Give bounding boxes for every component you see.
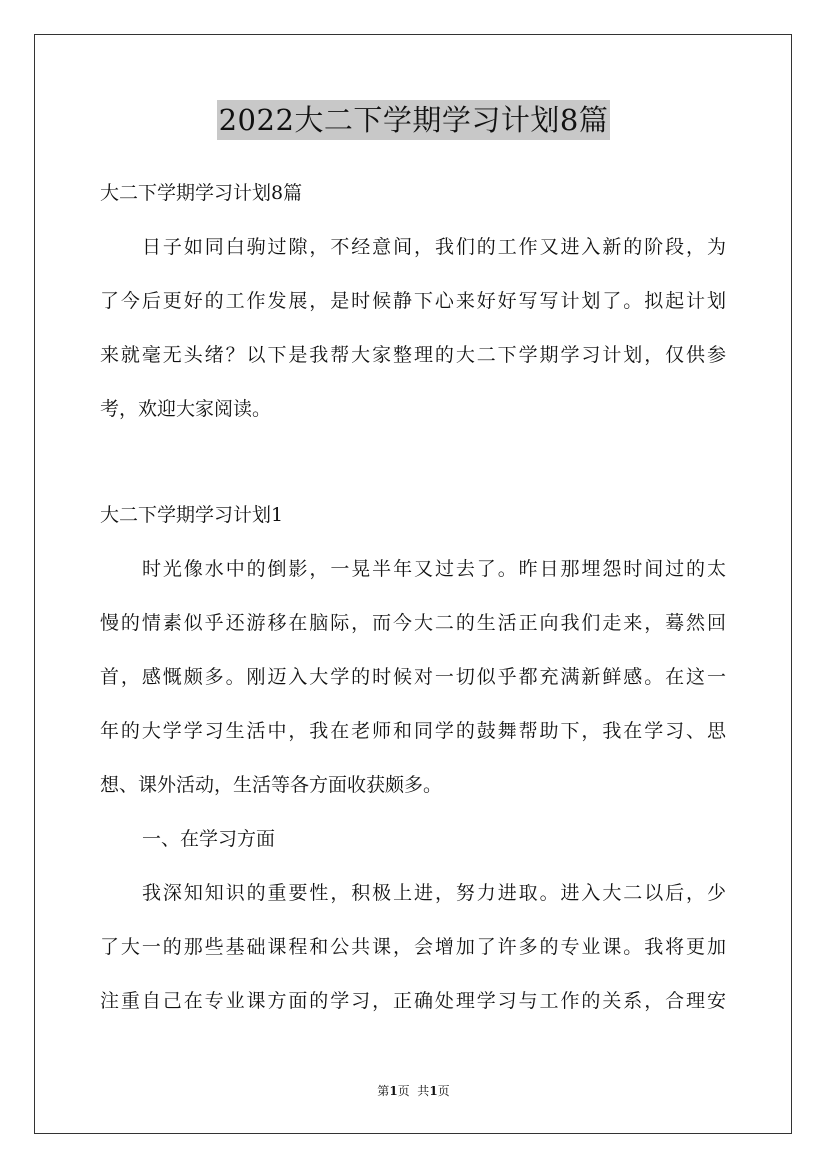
subheading-line: 一、在学习方面 xyxy=(142,828,276,850)
page-footer xyxy=(0,1082,827,1099)
document-body xyxy=(100,175,726,1037)
title-area xyxy=(0,100,827,140)
footer-page-mid: 页 共 xyxy=(397,1084,430,1098)
paragraph-line: 了大一的那些基础课程和公共课，会增加了许多的专业课。我将更加 xyxy=(100,936,726,958)
paragraph-line: 时光像水中的倒影，一晃半年又过去了。昨日那埋怨时间过的太 xyxy=(142,558,726,580)
paragraph-line: 日子如同白驹过隙，不经意间，我们的工作又进入新的阶段，为 xyxy=(142,236,726,258)
section-heading: 大二下学期学习计划1 xyxy=(100,504,284,526)
paragraph-line: 了今后更好的工作发展，是时候静下心来好好写写计划了。拟起计划 xyxy=(100,290,726,312)
paragraph-line: 首，感慨颇多。刚迈入大学的时候对一切似乎都充满新鲜感。在这一 xyxy=(100,666,726,688)
paragraph-line: 考，欢迎大家阅读。 xyxy=(100,398,272,420)
paragraph-line: 慢的情素似乎还游移在脑际，而今大二的生活正向我们走来，蓦然回 xyxy=(100,612,726,634)
document-title: 2022大二下学期学习计划8篇 xyxy=(217,100,611,140)
paragraph-line: 年的大学学习生活中，我在老师和同学的鼓舞帮助下，我在学习、思 xyxy=(100,720,726,742)
paragraph-line: 想、课外活动，生活等各方面收获颇多。 xyxy=(100,774,443,796)
footer-page-number: 1 xyxy=(389,1084,398,1098)
paragraph-line: 注重自己在专业课方面的学习，正确处理学习与工作的关系，合理安 xyxy=(100,990,726,1012)
paragraph-line: 我深知知识的重要性，积极上进，努力进取。进入大二以后，少 xyxy=(142,882,726,904)
footer-page-total: 1 xyxy=(429,1084,438,1098)
blank-space xyxy=(100,445,726,497)
paragraph-line: 来就毫无头绪？以下是我帮大家整理的大二下学期学习计划，仅供参 xyxy=(100,344,726,366)
subtitle-line: 大二下学期学习计划8篇 xyxy=(100,182,303,204)
footer-page-prefix: 第 xyxy=(377,1084,390,1098)
footer-page-suffix: 页 xyxy=(437,1084,450,1098)
